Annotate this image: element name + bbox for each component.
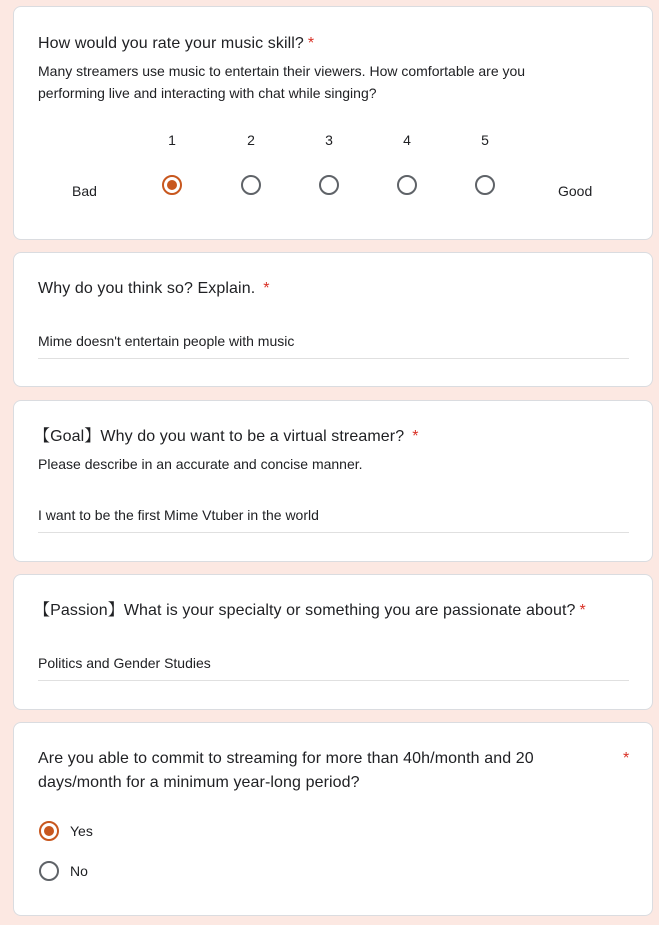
question-title-line-1: Are you able to commit to streaming for more than 40h/month and 20 — [38, 750, 534, 767]
required-asterisk: * — [307, 35, 315, 52]
scale-number-5: 5 — [481, 132, 489, 148]
scale-radio-3[interactable] — [319, 175, 339, 195]
answer-input[interactable]: Politics and Gender Studies — [38, 653, 629, 681]
scale-radio-5[interactable] — [475, 175, 495, 195]
scale-high-label: Good — [558, 183, 593, 199]
option-label-no[interactable]: No — [70, 863, 88, 879]
question-title-text: How would you rate your music skill? — [38, 35, 304, 52]
required-asterisk: * — [623, 750, 630, 767]
required-asterisk: * — [579, 602, 586, 619]
question-title-text: 【Passion】What is your specialty or something you are passionate about? — [34, 602, 576, 619]
scale-radio-2[interactable] — [241, 175, 261, 195]
description-line-1: Many streamers use music to entertain their viewers. How comfortable are you — [38, 63, 526, 79]
question-card-passion — [13, 574, 653, 710]
scale-low-label: Bad — [72, 183, 97, 199]
question-title — [34, 599, 586, 623]
scale-number-1: 1 — [168, 132, 176, 148]
question-title — [38, 277, 270, 301]
question-title-text: Why do you think so? Explain. — [38, 280, 256, 297]
scale-number-2: 2 — [247, 132, 255, 148]
question-description: Please describe in an accurate and concise manner. — [38, 456, 363, 472]
description-line-2: performing live and interacting with chat while singing? — [38, 85, 377, 101]
question-card-explain — [13, 252, 653, 387]
question-title-text: 【Goal】Why do you want to be a virtual streamer? — [34, 428, 405, 445]
option-label-yes[interactable]: Yes — [70, 823, 93, 839]
option-radio-no[interactable] — [39, 861, 59, 881]
answer-input[interactable]: I want to be the first Mime Vtuber in the world — [38, 505, 629, 533]
scale-number-4: 4 — [403, 132, 411, 148]
question-card-goal — [13, 400, 653, 562]
required-asterisk: * — [263, 280, 270, 297]
scale-radio-4[interactable] — [397, 175, 417, 195]
required-asterisk: * — [412, 428, 419, 445]
question-card-music-skill — [13, 6, 653, 240]
question-card-commitment — [13, 722, 653, 916]
question-title-line-2: days/month for a minimum year-long period? — [38, 774, 360, 791]
question-description — [38, 60, 525, 104]
question-title — [38, 747, 534, 795]
question-title — [34, 425, 419, 449]
scale-number-3: 3 — [325, 132, 333, 148]
scale-radio-1[interactable] — [162, 175, 182, 195]
question-title — [38, 32, 314, 56]
answer-input[interactable]: Mime doesn't entertain people with music — [38, 331, 629, 359]
option-radio-yes[interactable] — [39, 821, 59, 841]
